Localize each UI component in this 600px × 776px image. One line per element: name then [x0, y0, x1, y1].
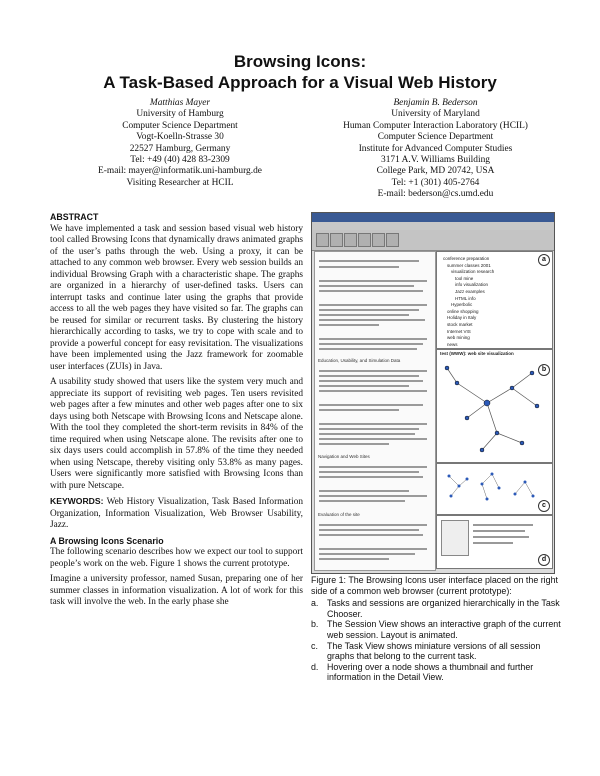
scenario-heading: A Browsing Icons Scenario: [50, 535, 164, 546]
session-graph[interactable]: [437, 358, 552, 462]
caption-item: c. The Task View shows miniature versions of all session graphs that belong to the current task.: [311, 640, 541, 662]
author-right-line: Institute for Advanced Computer Studies: [358, 143, 513, 154]
abstract-paragraph-1: We have implemented a task and session based visual web history tool called Browsing Icons that dynamically draws animated graphs of the user’s paths through the web. Using a proxy, it can be attached to any common web browser. Every web session builds an individual Browsing Graph with a characteristic shape. The graphs are organized in a hierarchy of user-defined tasks. Users can interrupt tasks and continue later using the graphs that provide access to all the web pages they have visited so far. The graphs can be reused for similar or recurrent tasks. By clustering the history hierarchically according to tasks, we try to cope with scale and to provide a powerful concept for easy revisitation. The visualizations have been implemented using the Jazz framework for zoomable user interfaces (ZUIs) in Java.: [50, 223, 303, 372]
figure-tag-a: a: [538, 254, 550, 266]
reload-button-icon: [344, 233, 357, 247]
tree-item[interactable]: Internet VIS: [447, 328, 471, 334]
tree-item[interactable]: Hyperbolic: [451, 302, 473, 308]
forward-button-icon: [330, 233, 343, 247]
session-header: test (WWW): web site visualization: [440, 351, 514, 356]
caption-item: a. Tasks and sessions are organized hierarchically in the Task Chooser.: [311, 598, 560, 619]
author-right-line: College Park, MD 20742, USA: [376, 166, 495, 177]
author-right-line: Computer Science Department: [377, 132, 494, 143]
author-left-name: Matthias Mayer: [149, 98, 211, 108]
author-right-line: Tel: +1 (301) 405-2764: [391, 177, 480, 188]
caption-item: d. Hovering over a node shows a thumbnail and further information in the Detail View.: [311, 661, 534, 683]
author-right-line: University of Maryland: [391, 109, 480, 120]
caption-item: b. The Session View shows an interactive graph of the current web session. Layout is animated.: [311, 619, 561, 640]
author-right-line: 3171 A.V. Williams Building: [381, 155, 490, 166]
tree-item[interactable]: web mining: [447, 335, 470, 341]
scenario-paragraph-1: The following scenario describes how we expect our tool to support people’s work on the web. Figure 1 shows the current prototype.: [50, 547, 303, 569]
tree-item[interactable]: Jazz examples: [455, 288, 485, 294]
figure-tag-b: b: [538, 364, 550, 376]
task-miniatures: [437, 464, 552, 514]
author-left-line: Computer Science Department: [122, 120, 238, 131]
tree-item[interactable]: summer classes 2001: [447, 262, 491, 268]
scenario-paragraph-2: Imagine a university professor, named Susan, preparing one of her summer classes in information visualization. A lot of work for this task will involve the web. In the early phase she: [50, 574, 303, 607]
author-left: [55, 98, 305, 189]
tree-item[interactable]: info visualization: [455, 282, 489, 288]
figure-tag-d: d: [538, 554, 550, 566]
tree-item[interactable]: stock market: [447, 321, 473, 327]
author-left-line: 22527 Hamburg, Germany: [129, 143, 231, 154]
detail-view-panel: [436, 515, 553, 569]
author-left-line: University of Hamburg: [136, 109, 224, 120]
tree-item[interactable]: HTML info: [455, 295, 476, 301]
page-section-title: Education, Usability, and Simulation Data: [318, 358, 401, 363]
tree-item[interactable]: tool mine: [455, 275, 474, 281]
keywords-text: Web History Visualization, Task Based Information Organization, Information Visualization, Web Browser Usability, Jazz.: [50, 497, 303, 530]
task-view-panel[interactable]: [436, 463, 553, 515]
task-chooser-panel[interactable]: [436, 251, 553, 349]
author-right: [303, 98, 568, 201]
tree-item[interactable]: conference preparation: [443, 256, 490, 261]
session-view-panel[interactable]: [436, 349, 553, 463]
caption-title: Figure 1: The Browsing Icons user interface placed on the right side of a common web browser (current prototype):: [311, 575, 558, 596]
search-button-icon: [372, 233, 385, 247]
author-left-line: Visiting Researcher at HCIL: [126, 177, 234, 188]
print-button-icon: [386, 233, 399, 247]
author-right-line: Human Computer Interaction Laboratory (HCIL): [343, 120, 528, 131]
figure-1-screenshot: [311, 212, 555, 574]
browser-page-content: [314, 251, 436, 571]
author-right-name: Benjamin B. Bederson: [393, 98, 478, 108]
figure-caption: [311, 575, 561, 683]
keywords: [50, 496, 303, 532]
page-thumbnail: [441, 520, 469, 556]
keywords-label: KEYWORDS:: [50, 496, 104, 506]
browser-titlebar: [312, 213, 554, 222]
left-column: [50, 212, 303, 609]
figure-tag-c: c: [538, 500, 550, 512]
abstract-heading: ABSTRACT: [50, 212, 99, 222]
tree-item[interactable]: visualization research: [451, 269, 495, 275]
paper-title-line1: Browsing Icons:: [233, 52, 367, 71]
tree-item[interactable]: online shopping: [447, 308, 479, 314]
home-button-icon: [358, 233, 371, 247]
task-tree: [443, 256, 494, 348]
tree-item[interactable]: Holiday in Italy: [447, 315, 477, 321]
tree-item[interactable]: news: [447, 341, 458, 347]
author-left-line: Vogt-Koelln-Strasse 30: [136, 132, 224, 143]
browser-toolbar: [312, 230, 554, 251]
author-left-line: Tel: +49 (40) 428 83-2309: [130, 155, 230, 166]
author-right-email: E-mail: bederson@cs.umd.edu: [377, 189, 494, 200]
back-button-icon: [316, 233, 329, 247]
abstract-paragraph-2: A usability study showed that users like the system very much and appreciate its support of revisiting web pages. Ten users revisited web pages after a few minutes and other web pages after one to six days using both Netscape with Browsing Icons and Netscape alone. With the tool they completed the short-term revisits in 84% of the time required when using Netscape alone. The revisits after one to six days users could accomplish in 57.8% of the time they needed when using Netscape, thereby visiting only 53.8% as many pages. Users were significantly more satisfied with Browsing Icons than with pure Netscape.: [50, 377, 303, 491]
page-section-title: Navigation and Web Sites: [318, 454, 370, 459]
paper-title-line2: A Task-Based Approach for a Visual Web History: [103, 73, 497, 92]
author-left-email: E-mail: mayer@informatik.uni-hamburg.de: [98, 166, 262, 177]
page-section-title: Evaluation of the site: [318, 512, 360, 517]
